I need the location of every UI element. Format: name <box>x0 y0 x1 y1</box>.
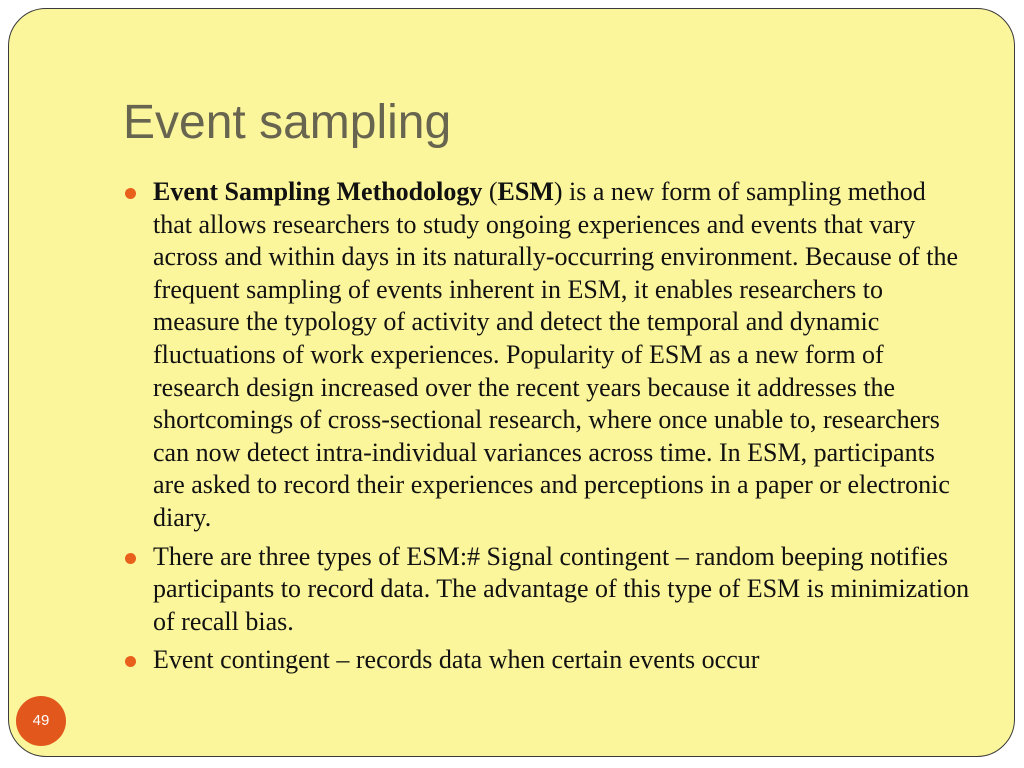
bullet-item-event-contingent <box>121 644 971 677</box>
bullet-list <box>121 176 971 683</box>
slide <box>8 8 1015 757</box>
slide-title: Event sampling <box>123 96 452 149</box>
bullet-dot-icon <box>125 656 136 667</box>
bullet-term: Event Sampling Methodology <box>153 177 483 206</box>
bullet-text: There are three types of ESM:# Signal contingent – random beeping notifies participants to record data. The advantage of this type of ESM is minimization of recall bias. <box>153 541 970 636</box>
page-number-badge: 49 <box>16 696 66 746</box>
bullet-item-esm-types <box>121 541 971 639</box>
bullet-text: Event contingent – records data when certain events occur <box>153 645 760 675</box>
bullet-item-esm-definition <box>121 176 971 535</box>
bullet-abbreviation: ESM <box>497 177 554 206</box>
bullet-paren-open: ( <box>482 177 498 206</box>
bullet-text: ) is a new form of sampling method that allows researchers to study ongoing experiences and events that vary across and within days in its naturally-occurring environment. Because of the frequent sampling of events inherent in ESM, it enables researchers to measure the typology of activity and detect the temporal and dynamic fluctuations of work experiences. Popularity of ESM as a new form of research design increased over the recent years because it addresses the shortcomings of cross-sectional research, where once unable to, researchers can now detect intra-individual variances across time. In ESM, participants are asked to record their experiences and perceptions in a paper or electronic diary. <box>153 177 959 532</box>
bullet-dot-icon <box>125 553 136 564</box>
bullet-dot-icon <box>125 188 136 199</box>
